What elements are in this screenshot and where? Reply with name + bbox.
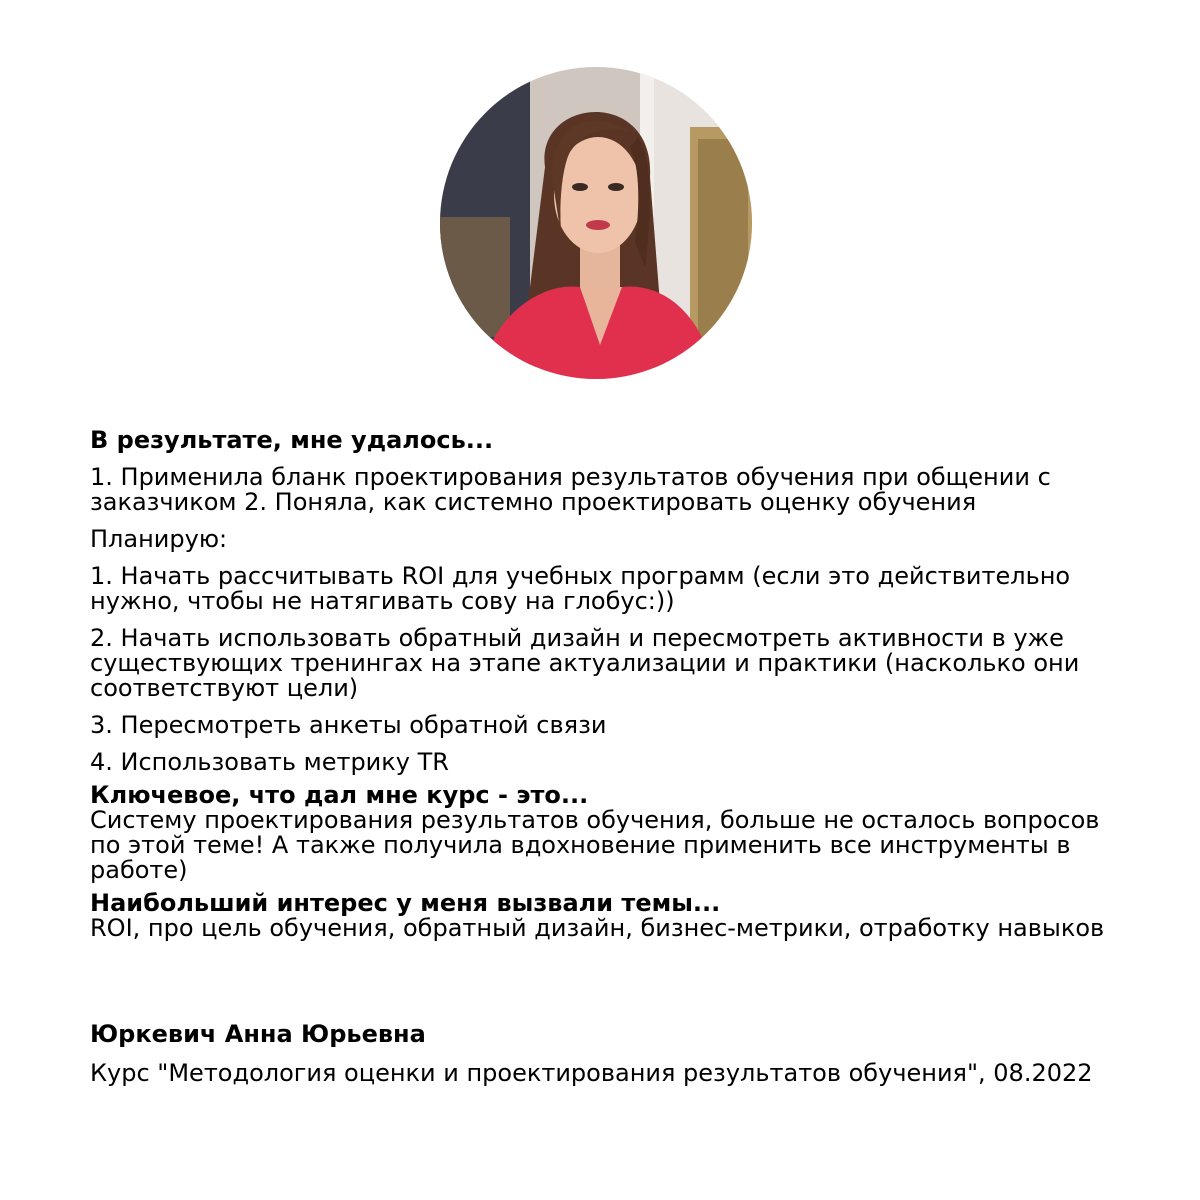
key-text: Систему проектирования результатов обучения, больше не осталось вопросов по этой теме! А также получила вдохновение применить все инструменты в работе) bbox=[90, 806, 1100, 884]
plan-item-2: 2. Начать использовать обратный дизайн и пересмотреть активности в уже существующих тренингах на этапе актуализации и практики (насколько они соответствуют цели) bbox=[90, 624, 1080, 702]
interest-heading: Наибольший интерес у меня вызвали темы... bbox=[90, 889, 721, 917]
portrait-photo bbox=[440, 67, 752, 379]
result-text: 1. Применила бланк проектирования результатов обучения при общении с заказчиком 2. Поняла, как системно проектировать оценку обучения bbox=[90, 463, 1051, 516]
plan-item-4: 4. Использовать метрику TR bbox=[90, 748, 449, 776]
plan-item-3: 3. Пересмотреть анкеты обратной связи bbox=[90, 711, 607, 739]
interest-text: ROI, про цель обучения, обратный дизайн, бизнес-метрики, отработку навыков bbox=[90, 914, 1105, 942]
plan-label: Планирую: bbox=[90, 525, 228, 553]
avatar bbox=[440, 67, 752, 379]
course-info: Курс "Методология оценки и проектирования результатов обучения", 08.2022 bbox=[90, 1059, 1093, 1087]
author-block bbox=[90, 1022, 1120, 1086]
author-name: Юркевич Анна Юрьевна bbox=[90, 1020, 426, 1048]
plan-item-1: 1. Начать рассчитывать ROI для учебных программ (если это действительно нужно, чтобы не натягивать сову на глобус:)) bbox=[90, 562, 1071, 615]
review-content bbox=[90, 428, 1120, 941]
result-heading: В результате, мне удалось... bbox=[90, 426, 494, 454]
key-heading: Ключевое, что дал мне курс - это... bbox=[90, 781, 589, 809]
